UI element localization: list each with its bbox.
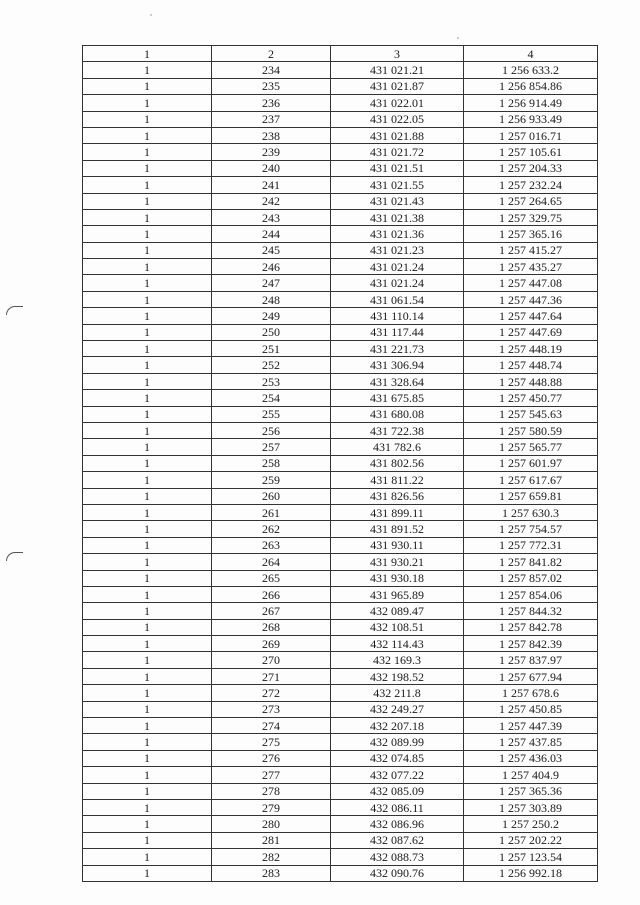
table-cell: 1: [83, 472, 212, 488]
table-cell: 1: [83, 767, 212, 783]
table-cell: 431 021.88: [331, 127, 464, 143]
table-cell: 1: [83, 652, 212, 668]
table-cell: 1 257 264.65: [464, 193, 598, 209]
table-cell: 1: [83, 603, 212, 619]
table-cell: 1 257 232.24: [464, 177, 598, 193]
table-row: [83, 849, 598, 865]
table-cell: 431 021.43: [331, 193, 464, 209]
table-cell: 1: [83, 62, 212, 78]
table-cell: 1: [83, 275, 212, 291]
table-cell: 432 086.96: [331, 816, 464, 832]
table-cell: 1: [83, 537, 212, 553]
table-cell: 431 061.54: [331, 291, 464, 307]
table-row: [83, 619, 598, 635]
table-cell: 431 021.36: [331, 226, 464, 242]
table-cell: 243: [212, 209, 331, 225]
table-cell: 1 257 204.33: [464, 160, 598, 176]
table-cell: 1 257 447.64: [464, 308, 598, 324]
punch-hole-mark: [6, 552, 23, 561]
table-cell: 1: [83, 586, 212, 602]
table-cell: 432 087.62: [331, 832, 464, 848]
table-header-row: [83, 46, 598, 62]
table-cell: 238: [212, 127, 331, 143]
table-row: [83, 570, 598, 586]
punch-hole-mark: [6, 306, 23, 315]
table-cell: 1 256 914.49: [464, 95, 598, 111]
table-row: [83, 636, 598, 652]
table-cell: 236: [212, 95, 331, 111]
table-cell: 1: [83, 291, 212, 307]
scan-speck: [457, 37, 459, 39]
table-cell: 1 257 659.81: [464, 488, 598, 504]
table-cell: 1 257 404.9: [464, 767, 598, 783]
table-row: [83, 865, 598, 881]
table-cell: 262: [212, 521, 331, 537]
table-cell: 432 089.99: [331, 734, 464, 750]
table-row: [83, 816, 598, 832]
table-cell: 431 021.51: [331, 160, 464, 176]
table-row: [83, 78, 598, 94]
table-cell: 1: [83, 799, 212, 815]
table-cell: 1 257 105.61: [464, 144, 598, 160]
table-cell: 240: [212, 160, 331, 176]
table-cell: 271: [212, 668, 331, 684]
table-cell: 277: [212, 767, 331, 783]
table-cell: 1 257 854.06: [464, 586, 598, 602]
table-cell: 269: [212, 636, 331, 652]
table-cell: 279: [212, 799, 331, 815]
table-cell: 1 257 123.54: [464, 849, 598, 865]
table-cell: 1: [83, 144, 212, 160]
table-row: [83, 226, 598, 242]
table-cell: 278: [212, 783, 331, 799]
table-cell: 1 257 857.02: [464, 570, 598, 586]
table-cell: 1: [83, 521, 212, 537]
table-row: [83, 127, 598, 143]
table-cell: 1 257 601.97: [464, 455, 598, 471]
table-cell: 254: [212, 390, 331, 406]
table-cell: 1 257 448.19: [464, 341, 598, 357]
table-cell: 431 117.44: [331, 324, 464, 340]
table-row: [83, 701, 598, 717]
table-cell: 1: [83, 701, 212, 717]
table-cell: 1 257 677.94: [464, 668, 598, 684]
table-cell: 1: [83, 193, 212, 209]
table-cell: 1: [83, 668, 212, 684]
table-cell: 432 086.11: [331, 799, 464, 815]
table-cell: 1 256 933.49: [464, 111, 598, 127]
table-cell: 1: [83, 750, 212, 766]
table-row: [83, 275, 598, 291]
table-row: [83, 324, 598, 340]
table-cell: 1 257 435.27: [464, 259, 598, 275]
table-cell: 246: [212, 259, 331, 275]
table-cell: 266: [212, 586, 331, 602]
table-cell: 1: [83, 127, 212, 143]
table-cell: 273: [212, 701, 331, 717]
table-cell: 252: [212, 357, 331, 373]
table-cell: 1: [83, 619, 212, 635]
table-cell: 1: [83, 111, 212, 127]
table-cell: 1: [83, 259, 212, 275]
table-cell: 1 257 450.85: [464, 701, 598, 717]
table-cell: 259: [212, 472, 331, 488]
table-cell: 264: [212, 554, 331, 570]
table-cell: 265: [212, 570, 331, 586]
table-cell: 1: [83, 177, 212, 193]
table-cell: 1 257 415.27: [464, 242, 598, 258]
table-cell: 431 680.08: [331, 406, 464, 422]
table-cell: 431 891.52: [331, 521, 464, 537]
table-cell: 1: [83, 439, 212, 455]
table-cell: 1 257 844.32: [464, 603, 598, 619]
table-row: [83, 783, 598, 799]
table-cell: 1 257 436.03: [464, 750, 598, 766]
table-cell: 276: [212, 750, 331, 766]
table-cell: 432 088.73: [331, 849, 464, 865]
table-cell: 1: [83, 78, 212, 94]
table-row: [83, 652, 598, 668]
table-cell: 431 021.38: [331, 209, 464, 225]
table-row: [83, 685, 598, 701]
table-row: [83, 767, 598, 783]
table-cell: 1: [83, 636, 212, 652]
table-cell: 283: [212, 865, 331, 881]
table-cell: 431 021.24: [331, 275, 464, 291]
table-cell: 1 257 202.22: [464, 832, 598, 848]
table-cell: 432 114.43: [331, 636, 464, 652]
table-cell: 1 257 365.36: [464, 783, 598, 799]
table-cell: 1: [83, 308, 212, 324]
table-cell: 432 074.85: [331, 750, 464, 766]
table-row: [83, 734, 598, 750]
table-cell: 253: [212, 373, 331, 389]
table-cell: 248: [212, 291, 331, 307]
table-cell: 280: [212, 816, 331, 832]
table-cell: 432 169.3: [331, 652, 464, 668]
table-cell: 247: [212, 275, 331, 291]
table-cell: 1: [83, 554, 212, 570]
column-header: 3: [331, 46, 464, 62]
table-cell: 1 257 448.88: [464, 373, 598, 389]
table-row: [83, 422, 598, 438]
table-cell: 249: [212, 308, 331, 324]
table-cell: 1: [83, 341, 212, 357]
table-row: [83, 439, 598, 455]
table-row: [83, 308, 598, 324]
table-row: [83, 504, 598, 520]
table-cell: 281: [212, 832, 331, 848]
table-cell: 260: [212, 488, 331, 504]
table-cell: 431 221.73: [331, 341, 464, 357]
table-cell: 431 811.22: [331, 472, 464, 488]
table-row: [83, 390, 598, 406]
table-row: [83, 472, 598, 488]
table-cell: 1 257 329.75: [464, 209, 598, 225]
table-cell: 270: [212, 652, 331, 668]
table-cell: 431 930.18: [331, 570, 464, 586]
table-cell: 1 257 447.39: [464, 718, 598, 734]
table-row: [83, 373, 598, 389]
table-cell: 431 802.56: [331, 455, 464, 471]
table-cell: 431 899.11: [331, 504, 464, 520]
table-cell: 1: [83, 816, 212, 832]
table-row: [83, 95, 598, 111]
table-cell: 1 256 633.2: [464, 62, 598, 78]
table-cell: 1 257 303.89: [464, 799, 598, 815]
column-header: 1: [83, 46, 212, 62]
table-cell: 1 257 016.71: [464, 127, 598, 143]
table-cell: 1: [83, 865, 212, 881]
table-cell: 1: [83, 95, 212, 111]
table-row: [83, 291, 598, 307]
table-row: [83, 455, 598, 471]
table-row: [83, 242, 598, 258]
table-row: [83, 209, 598, 225]
table-cell: 431 930.21: [331, 554, 464, 570]
table-cell: 432 077.22: [331, 767, 464, 783]
table-row: [83, 62, 598, 78]
table-cell: 251: [212, 341, 331, 357]
table-cell: 1 257 448.74: [464, 357, 598, 373]
table-cell: 261: [212, 504, 331, 520]
table-cell: 1 257 754.57: [464, 521, 598, 537]
table-cell: 1 257 450.77: [464, 390, 598, 406]
table-cell: 250: [212, 324, 331, 340]
table-cell: 268: [212, 619, 331, 635]
table-row: [83, 832, 598, 848]
table-cell: 282: [212, 849, 331, 865]
table-cell: 431 965.89: [331, 586, 464, 602]
table-cell: 245: [212, 242, 331, 258]
table-row: [83, 488, 598, 504]
column-header: 2: [212, 46, 331, 62]
table-cell: 431 022.01: [331, 95, 464, 111]
table-row: [83, 406, 598, 422]
table-cell: 1 257 772.31: [464, 537, 598, 553]
table-cell: 432 085.09: [331, 783, 464, 799]
table-cell: 1 257 365.16: [464, 226, 598, 242]
table-row: [83, 144, 598, 160]
table-cell: 275: [212, 734, 331, 750]
table-cell: 1: [83, 209, 212, 225]
table-cell: 1: [83, 357, 212, 373]
table-row: [83, 750, 598, 766]
table-cell: 432 089.47: [331, 603, 464, 619]
table-cell: 1: [83, 422, 212, 438]
table-row: [83, 799, 598, 815]
table-cell: 1: [83, 832, 212, 848]
table-row: [83, 357, 598, 373]
table-cell: 1: [83, 685, 212, 701]
table-cell: 432 211.8: [331, 685, 464, 701]
table-row: [83, 521, 598, 537]
table-cell: 431 022.05: [331, 111, 464, 127]
table-cell: 431 021.21: [331, 62, 464, 78]
table-row: [83, 718, 598, 734]
table-cell: 432 249.27: [331, 701, 464, 717]
table-cell: 431 021.87: [331, 78, 464, 94]
coordinates-table: [82, 45, 598, 882]
table-cell: 432 207.18: [331, 718, 464, 734]
table-cell: 1 257 678.6: [464, 685, 598, 701]
table-cell: 1 256 854.86: [464, 78, 598, 94]
table-row: [83, 603, 598, 619]
table-cell: 235: [212, 78, 331, 94]
table-cell: 1 257 841.82: [464, 554, 598, 570]
table-cell: 1: [83, 718, 212, 734]
table-cell: 1: [83, 324, 212, 340]
table-cell: 1: [83, 160, 212, 176]
table-cell: 1: [83, 783, 212, 799]
table-cell: 237: [212, 111, 331, 127]
table-cell: 431 826.56: [331, 488, 464, 504]
table-cell: 431 782.6: [331, 439, 464, 455]
table-cell: 1 257 580.59: [464, 422, 598, 438]
table-cell: 1 257 630.3: [464, 504, 598, 520]
table-cell: 1 257 250.2: [464, 816, 598, 832]
table-cell: 257: [212, 439, 331, 455]
column-header: 4: [464, 46, 598, 62]
table-cell: 1: [83, 504, 212, 520]
table-cell: 1 257 842.78: [464, 619, 598, 635]
table-row: [83, 668, 598, 684]
table-cell: 1 257 447.69: [464, 324, 598, 340]
table-cell: 241: [212, 177, 331, 193]
table-body: [83, 62, 598, 882]
table-cell: 432 090.76: [331, 865, 464, 881]
table-cell: 1 257 617.67: [464, 472, 598, 488]
table-cell: 431 722.38: [331, 422, 464, 438]
table-row: [83, 554, 598, 570]
table-cell: 1: [83, 734, 212, 750]
table-cell: 1 257 447.36: [464, 291, 598, 307]
table-cell: 263: [212, 537, 331, 553]
table-cell: 431 306.94: [331, 357, 464, 373]
table-cell: 431 328.64: [331, 373, 464, 389]
table-cell: 431 021.72: [331, 144, 464, 160]
table-cell: 234: [212, 62, 331, 78]
table-cell: 267: [212, 603, 331, 619]
table-cell: 1: [83, 570, 212, 586]
table-cell: 272: [212, 685, 331, 701]
table-cell: 1: [83, 849, 212, 865]
table-cell: 432 198.52: [331, 668, 464, 684]
table-cell: 1 256 992.18: [464, 865, 598, 881]
table-cell: 1 257 842.39: [464, 636, 598, 652]
table-row: [83, 586, 598, 602]
table-cell: 244: [212, 226, 331, 242]
table-row: [83, 259, 598, 275]
table-cell: 431 110.14: [331, 308, 464, 324]
table-cell: 1 257 545.63: [464, 406, 598, 422]
table-cell: 431 021.55: [331, 177, 464, 193]
scan-speck: [150, 14, 152, 16]
table-cell: 431 930.11: [331, 537, 464, 553]
table-cell: 1: [83, 390, 212, 406]
table-cell: 431 021.24: [331, 259, 464, 275]
table-cell: 239: [212, 144, 331, 160]
table-cell: 274: [212, 718, 331, 734]
table-row: [83, 177, 598, 193]
table-cell: 432 108.51: [331, 619, 464, 635]
table-cell: 1: [83, 373, 212, 389]
table-cell: 1 257 437.85: [464, 734, 598, 750]
table-cell: 1: [83, 455, 212, 471]
table-cell: 431 675.85: [331, 390, 464, 406]
table-cell: 258: [212, 455, 331, 471]
table-cell: 255: [212, 406, 331, 422]
table-row: [83, 341, 598, 357]
table-cell: 256: [212, 422, 331, 438]
table-row: [83, 537, 598, 553]
table-cell: 1 257 565.77: [464, 439, 598, 455]
table-cell: 431 021.23: [331, 242, 464, 258]
table-row: [83, 111, 598, 127]
table-row: [83, 193, 598, 209]
table-cell: 242: [212, 193, 331, 209]
table-cell: 1: [83, 242, 212, 258]
table-cell: 1: [83, 226, 212, 242]
table-cell: 1 257 837.97: [464, 652, 598, 668]
table-cell: 1: [83, 488, 212, 504]
table-cell: 1: [83, 406, 212, 422]
table-row: [83, 160, 598, 176]
table-cell: 1 257 447.08: [464, 275, 598, 291]
